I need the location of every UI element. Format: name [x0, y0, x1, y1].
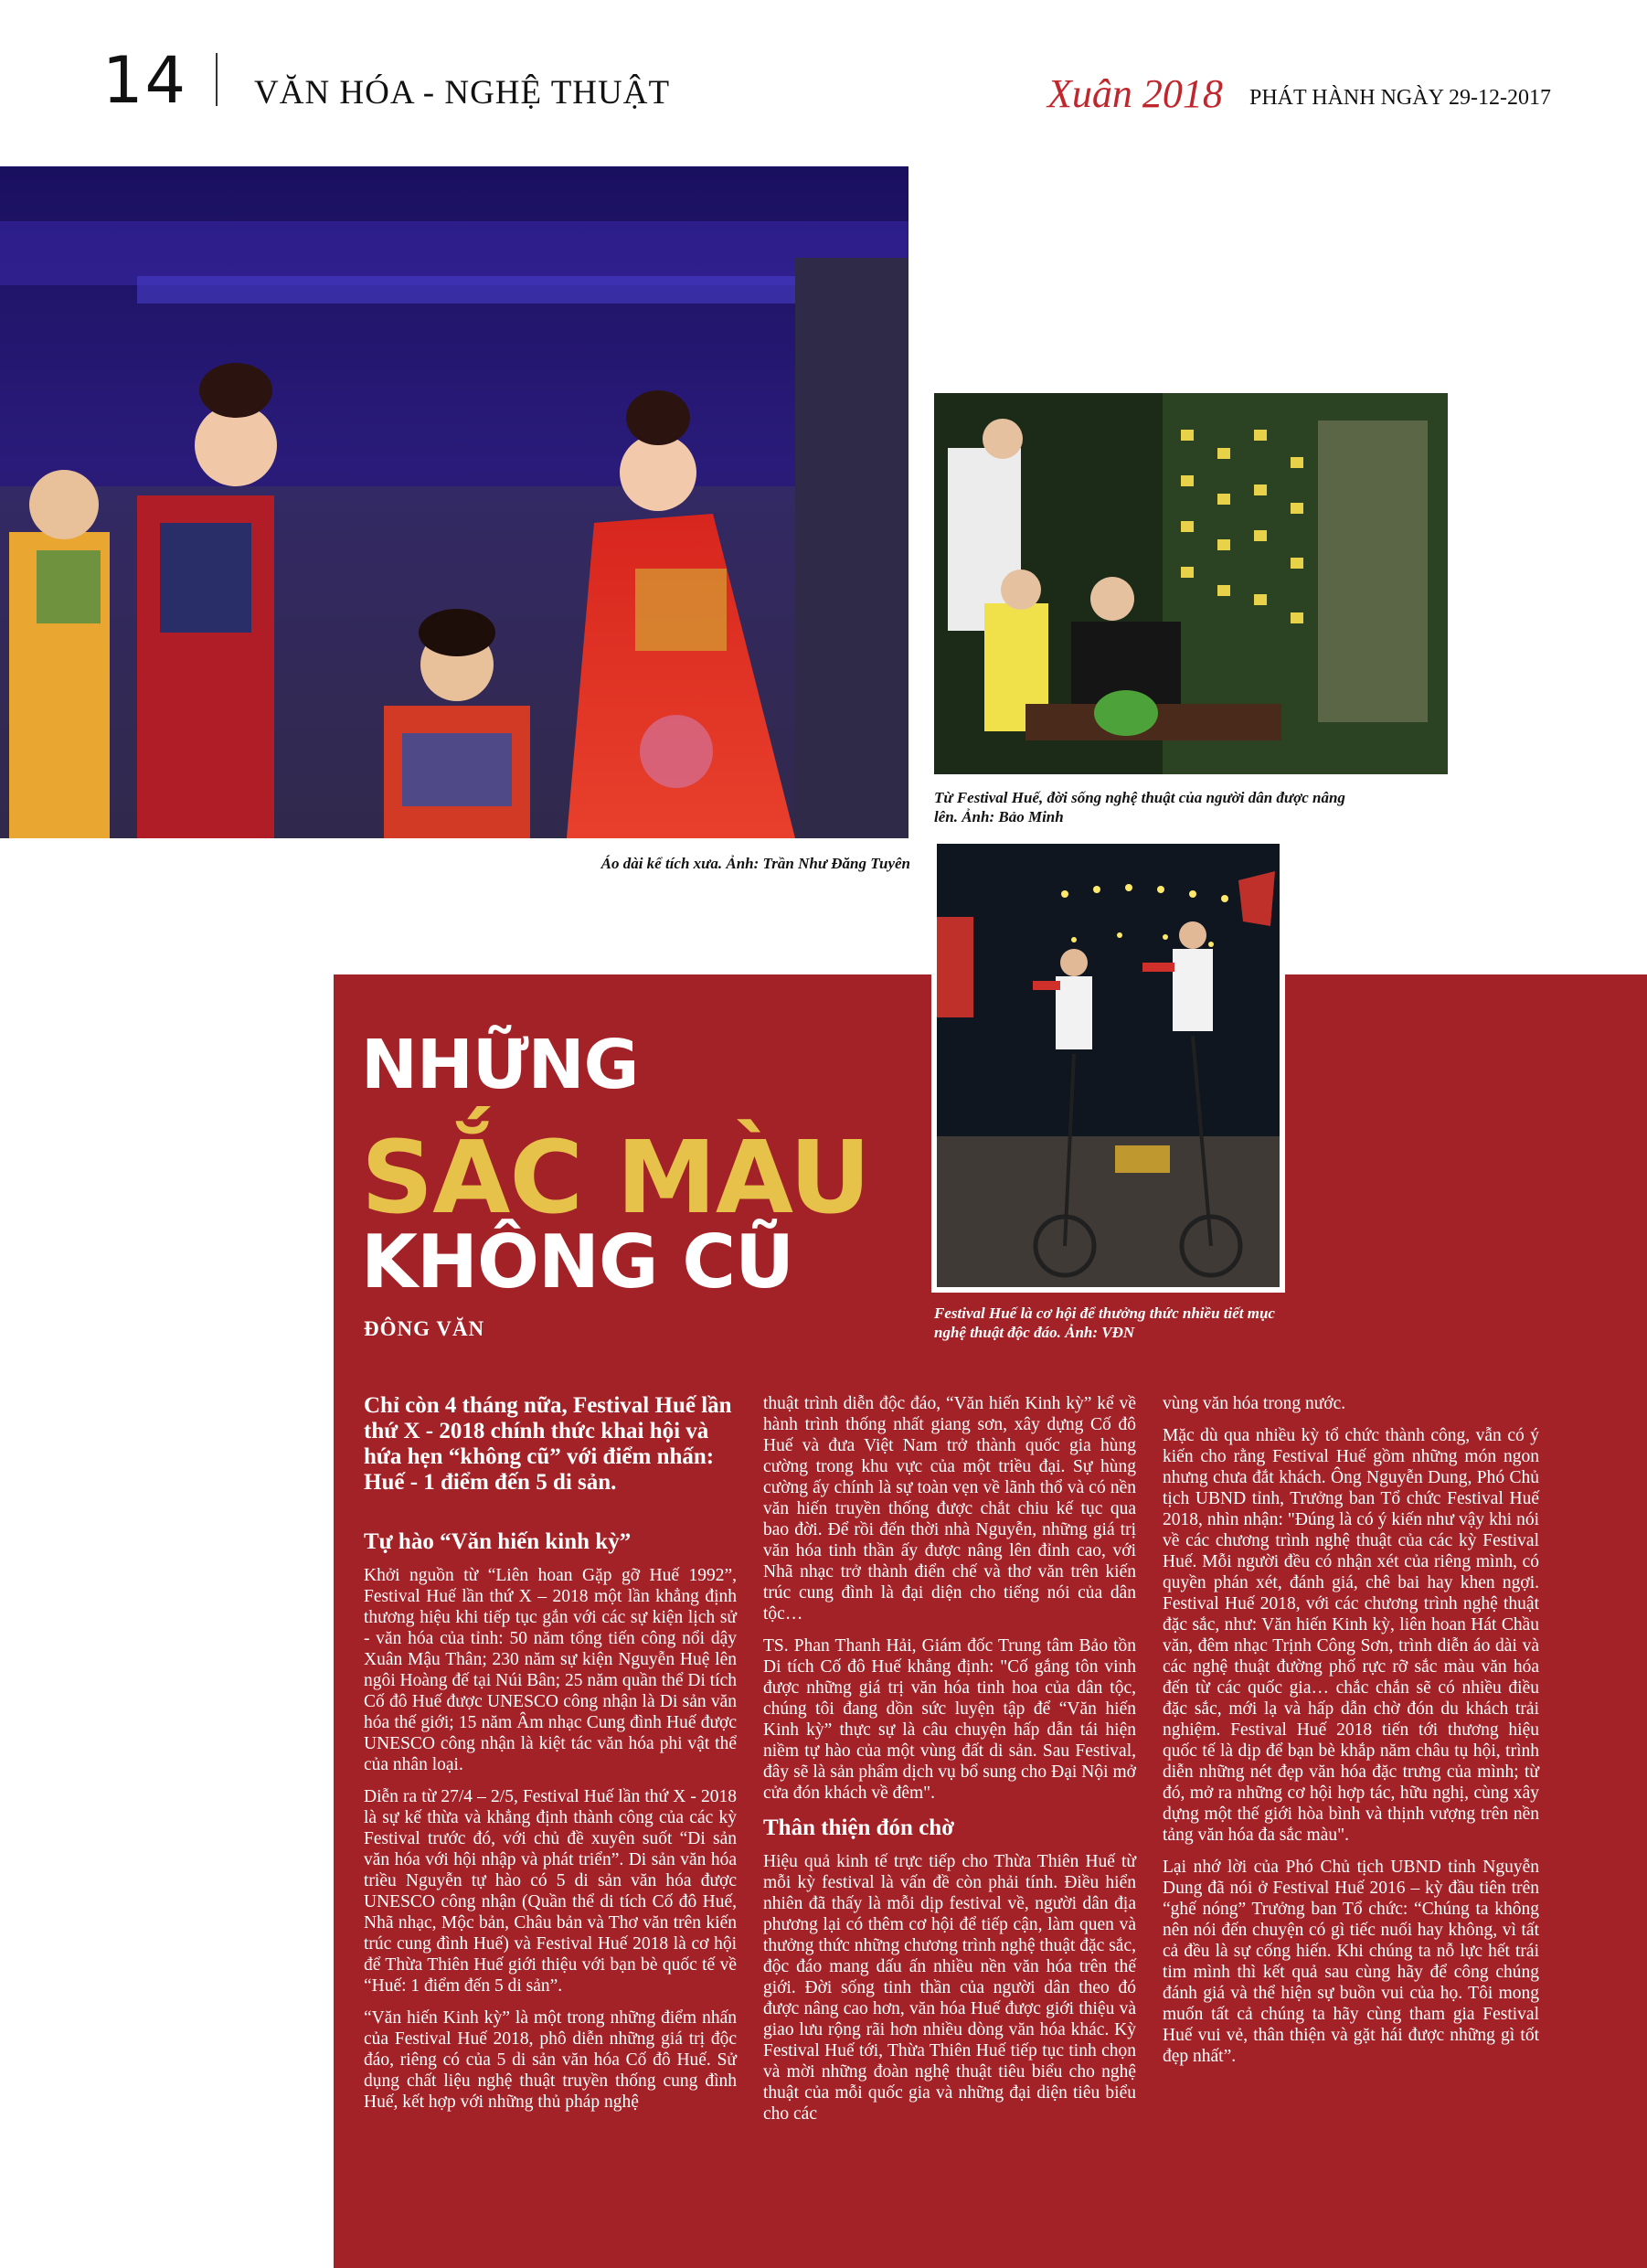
issue-name: Xuân 2018 — [1047, 71, 1223, 116]
paragraph: Mặc dù qua nhiều kỳ tổ chức thành công, vẫn có ý kiến cho rằng Festival Huế gồm những món ngon nhưng chưa đắt khách. Ông Nguyễn Dung, Phó Chủ tịch UBND tỉnh, Trưởng ban Tổ chức Festival Huế 2018, nhìn nhận: "Đúng là có ý kiến như vậy khi nói về các chương trình nghệ thuật của các kỳ Festival Huế. Mỗi người đều có nhận xét của riêng mình, có quyền phán xét, đánh giá, chê bai hay khen ngợi. Festival Huế 2018, với các chương trình nghệ thuật đặc sắc, như: Văn hiến Kinh kỳ, liên hoan Hát Chầu văn, đêm nhạc Trịnh Công Sơn, trình diễn áo dài và các nghệ thuật đường phố rực rỡ sắc màu văn hóa đến từ các quốc gia… chắc chắn sẽ có nhiều điều đặc sắc, mới lạ và hấp dẫn chờ đón du khách trải nghiệm. Festival Huế 2018 tiến tới thương hiệu quốc tế là dịp để bạn bè khắp năm châu tụ hội, trình diễn những nét đẹp văn hóa đặc trưng của mình; từ đó, mở ra những cơ hội hợp tác, hữu nghị, cùng xây dựng một thế giới hòa bình và thịnh vượng trên nền tảng văn hóa đa sắc màu". — [1163, 1426, 1539, 1845]
paragraph: TS. Phan Thanh Hải, Giám đốc Trung tâm Bảo tồn Di tích Cố đô Huế khẳng định: "Cố gắng tôn vinh được những giá trị văn hóa tinh hoa của dân tộc, chúng tôi đang dồn sức luyện tập để “Văn hiến Kinh kỳ” thực sự là câu chuyện hấp dẫn tái hiện niềm tự hào của một vùng đất di sản. Sau Festival, đây sẽ là sản phẩm dịch vụ bổ sung cho Đại Nội mở cửa đón khách về đêm". — [763, 1636, 1136, 1803]
article-title-line2: SẮC MÀU — [361, 1119, 870, 1236]
article-column-2 — [763, 1393, 1136, 2135]
photo-calligraphy — [934, 393, 1448, 774]
paragraph: Khởi nguồn từ “Liên hoan Gặp gỡ Huế 1992”, Festival Huế lần thứ X – 2018 một lần khẳng định thương hiệu khi tiếp tục gắn với các sự kiện lịch sử - văn hóa của tỉnh: 50 năm tổng tiến công nổi dậy Xuân Mậu Thân; 230 năm sự kiện Nguyễn Huệ lên ngôi Hoàng đế tại Núi Bân; 25 năm quần thể Di tích Cố đô Huế được UNESCO công nhận là Di sản văn hóa thế giới; 15 năm Âm nhạc Cung đình Huế được UNESCO công nhận là kiệt tác văn hóa phi vật thể của nhân loại. — [364, 1566, 737, 1774]
article-title-line1: NHỮNG — [361, 1026, 639, 1104]
paragraph: vùng văn hóa trong nước. — [1163, 1394, 1346, 1413]
article-column-3 — [1163, 1393, 1539, 2078]
paragraph: Diễn ra từ 27/4 – 2/5, Festival Huế lần thứ X - 2018 là sự kế thừa và khẳng định thành công của các kỳ Festival trước đó, với chủ đề xuyên suốt “Di sản văn hóa với hội nhập và phát triển”. Di sản văn hóa triều Nguyễn tự hào có 5 di sản văn hóa được UNESCO công nhận (Quần thể di tích Cố đô Huế, Nhã nhạc, Mộc bản, Châu bản và Thơ văn trên kiến trúc cung đình Huế) và Festival Huế 2018 là cơ hội để Thừa Thiên Huế giới thiệu với bạn bè quốc tế về “Huế: 1 điểm đến 5 di sản”. — [364, 1787, 737, 1996]
release-date: PHÁT HÀNH NGÀY 29-12-2017 — [1249, 86, 1551, 110]
paragraph: Hiệu quả kinh tế trực tiếp cho Thừa Thiên Huế từ mỗi kỳ festival là vấn đề còn phải tính. Điều hiển nhiên đã thấy là mỗi dịp festival về, người dân địa phương lại có thêm cơ hội để tiếp cận, làm quen và thưởng thức những chương trình nghệ thuật đặc sắc, độc đáo mang dấu ấn nhiều nền văn hóa trên thế giới. Đời sống tinh thần của người dân theo đó được nâng cao hơn, văn hóa Huế được giới thiệu và giao lưu rộng rãi hơn nhiều dòng văn hóa khác. Kỳ Festival Huế tới, Thừa Thiên Huế tiếp tục tinh chọn và mời những đoàn nghệ thuật tiêu biểu cho nghệ thuật của mỗi quốc gia và những đại diện tiêu biểu cho các — [763, 1852, 1136, 2124]
page-number: 14 — [102, 43, 188, 118]
header-divider — [216, 53, 218, 106]
article-title-line3: KHÔNG CŨ — [361, 1219, 794, 1304]
photo-ao-dai-show — [0, 166, 909, 838]
paragraph: Lại nhớ lời của Phó Chủ tịch UBND tỉnh Nguyễn Dung đã nói ở Festival Huế 2016 – kỳ đầu tiên trên “ghế nóng” Trưởng ban Tổ chức: “Chúng ta không nên nói đến chuyện có gì tiếc nuối hay không, vì tất cả đều là sự cống hiến. Khi chúng ta nỗ lực hết trái tim mình thì kết quả sau cùng hãy để công chúng đánh giá và thể hiện sự buồn vui của họ. Tôi mong muốn tất cả chúng ta hãy cùng tham gia Festival Huế vui vẻ, thân thiện và gặt hái được những gì tốt đẹp nhất”. — [1163, 1858, 1539, 2066]
photo-acrobats-caption: Festival Huế là cơ hội để thưởng thức nhiều tiết mục nghệ thuật độc đáo. Ảnh: VĐN — [934, 1304, 1275, 1341]
paragraph: thuật trình diễn độc đáo, “Văn hiến Kinh kỳ” kể về hành trình thống nhất giang sơn, xây dựng Cố đô Huế và đưa Việt Nam trở thành quốc gia hùng cường trong khu vực của một triều đại. Sự hùng cường ấy chính là sự toàn vẹn về lãnh thổ và có nền văn hiến truyền thống được chắt chiu kế tục qua bao đời. Để rồi đến thời nhà Nguyễn, những giá trị văn hóa tinh thần ấy được nâng lên đỉnh cao, với Nhã nhạc trở thành điển chế và thơ văn trên kiến trúc cung đình là đại diện cho tiếng nói của dân tộc… — [763, 1394, 1136, 1624]
photo-ao-dai-caption: Áo dài kể tích xưa. Ảnh: Trần Như Đăng Tuyên — [600, 855, 910, 872]
article-column-1 — [364, 1393, 737, 2124]
subheading-van-hien: Tự hào “Văn hiến kinh kỳ” — [364, 1529, 632, 1554]
article-author: ĐÔNG VĂN — [364, 1317, 485, 1340]
section-title: VĂN HÓA - NGHỆ THUẬT — [254, 74, 671, 112]
subheading-than-thien: Thân thiện đón chờ — [763, 1815, 955, 1840]
photo-acrobats — [931, 838, 1285, 1293]
photo-calligraphy-caption: Từ Festival Huế, đời sống nghệ thuật của người dân được nâng lên. Ảnh: Bảo Minh — [934, 789, 1345, 825]
paragraph: “Văn hiến Kinh kỳ” là một trong những điểm nhấn của Festival Huế 2018, phô diễn những giá trị độc đáo, riêng có của 5 di sản văn hóa Cố đô Huế. Sử dụng chất liệu nghệ thuật truyền thống cung đình Huế, kết hợp với những thủ pháp nghệ — [364, 2008, 737, 2112]
article-lede: Chỉ còn 4 tháng nữa, Festival Huế lần thứ X - 2018 chính thức khai hội và hứa hẹn “không cũ” với điểm nhấn: Huế - 1 điểm đến 5 di sản. — [364, 1393, 732, 1495]
